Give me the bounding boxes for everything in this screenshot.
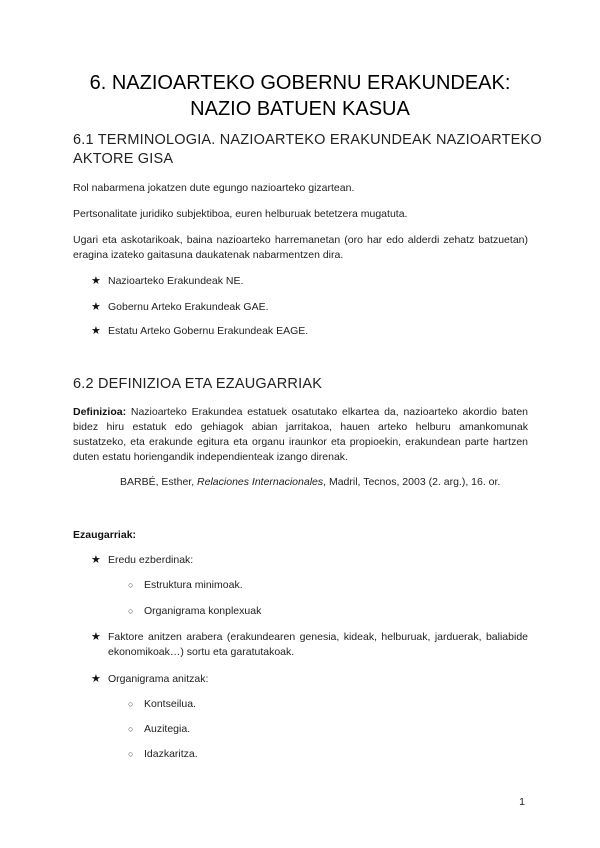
list-item bbox=[91, 630, 528, 660]
star-bullet-icon: ★ bbox=[91, 554, 101, 566]
circle-bullet-icon: ○ bbox=[128, 724, 134, 734]
definition-text: Nazioarteko Erakundea estatuek osatutako elkartea da, nazioarteko akordio baten bidez hiru estatuk edo gehiagok abian jarritakoa, hauen arteko helburu amankomunak sustatzeko, eta erakunde egitura eta organu iraunkor eta propioekin, erakundean parte hartzen duten estatu horiengandik independienteak izango direnak. bbox=[73, 406, 528, 463]
features-label-text: Ezaugarriak: bbox=[73, 529, 137, 541]
list-item-text: Estatu Arteko Gobernu Erakundeak EAGE. bbox=[108, 325, 309, 337]
sub-list-item-text: Organigrama konplexuak bbox=[144, 605, 262, 617]
list-item bbox=[91, 300, 531, 315]
sub-list-item-text: Kontseilua. bbox=[144, 698, 196, 710]
sub-list-item-text: Estruktura minimoak. bbox=[144, 579, 243, 591]
paragraph: Ugari eta askotarikoak, baina nazioarteko harremanetan (oro har edo alderdi zehatz batzuetan) eragina izateko gaitasuna daukatenak nabarmentzen dira. bbox=[73, 234, 528, 261]
list-item bbox=[91, 324, 531, 339]
sub-list-item bbox=[128, 604, 528, 619]
list-item-text: Organigrama anitzak: bbox=[108, 673, 209, 685]
page-number: 1 bbox=[519, 796, 525, 808]
circle-bullet-icon: ○ bbox=[128, 580, 134, 590]
list-item bbox=[91, 672, 531, 687]
list-item-text: Gobernu Arteko Erakundeak GAE. bbox=[108, 301, 269, 313]
list-item bbox=[91, 274, 531, 289]
paragraph: Pertsonalitate juridiko subjektiboa, euren helburuak betetzera mugatuta. bbox=[73, 208, 408, 220]
section-heading-1: 6.1 TERMINOLOGIA. NAZIOARTEKO ERAKUNDEAK NAZIOARTEKO AKTORE GISA bbox=[73, 132, 542, 167]
page-title: 6. NAZIOARTEKO GOBERNU ERAKUNDEAK: NAZIO BATUEN KASUA bbox=[89, 72, 511, 120]
sub-list-item bbox=[128, 747, 528, 762]
list-item-text: Faktore anitzen arabera (erakundearen genesia, kideak, helburuak, jarduerak, baliabide ekonomikoak…) sortu eta garatutakoak. bbox=[108, 631, 528, 658]
sub-list-item-text: Idazkaritza. bbox=[144, 748, 198, 760]
list-item-text: Nazioarteko Erakundeak NE. bbox=[108, 275, 244, 287]
star-bullet-icon: ★ bbox=[91, 631, 101, 643]
definition-label: Definizioa: bbox=[73, 406, 127, 418]
sub-list-item-text: Auzitegia. bbox=[144, 723, 191, 735]
sub-list-item bbox=[128, 578, 528, 593]
sub-list-item bbox=[128, 722, 528, 737]
circle-bullet-icon: ○ bbox=[128, 699, 134, 709]
reference-title: Relaciones Internacionales bbox=[197, 476, 324, 488]
list-item-text: Eredu ezberdinak: bbox=[108, 554, 194, 566]
star-bullet-icon: ★ bbox=[91, 673, 101, 685]
star-bullet-icon: ★ bbox=[91, 275, 101, 287]
bibliographic-reference bbox=[120, 475, 540, 490]
sub-list-item bbox=[128, 697, 528, 712]
circle-bullet-icon: ○ bbox=[128, 749, 134, 759]
list-item bbox=[91, 553, 531, 568]
star-bullet-icon: ★ bbox=[91, 301, 101, 313]
reference-author: BARBÉ, Esther, bbox=[120, 476, 198, 488]
definition-paragraph bbox=[73, 405, 528, 465]
features-label bbox=[73, 528, 528, 543]
circle-bullet-icon: ○ bbox=[128, 606, 134, 616]
reference-details: , Madril, Tecnos, 2003 (2. arg.), 16. or. bbox=[323, 476, 501, 488]
paragraph: Rol nabarmena jokatzen dute egungo nazioarteko gizartean. bbox=[73, 182, 355, 194]
section-heading-2: 6.2 DEFINIZIOA ETA EZAUGARRIAK bbox=[73, 376, 323, 392]
star-bullet-icon: ★ bbox=[91, 325, 101, 337]
